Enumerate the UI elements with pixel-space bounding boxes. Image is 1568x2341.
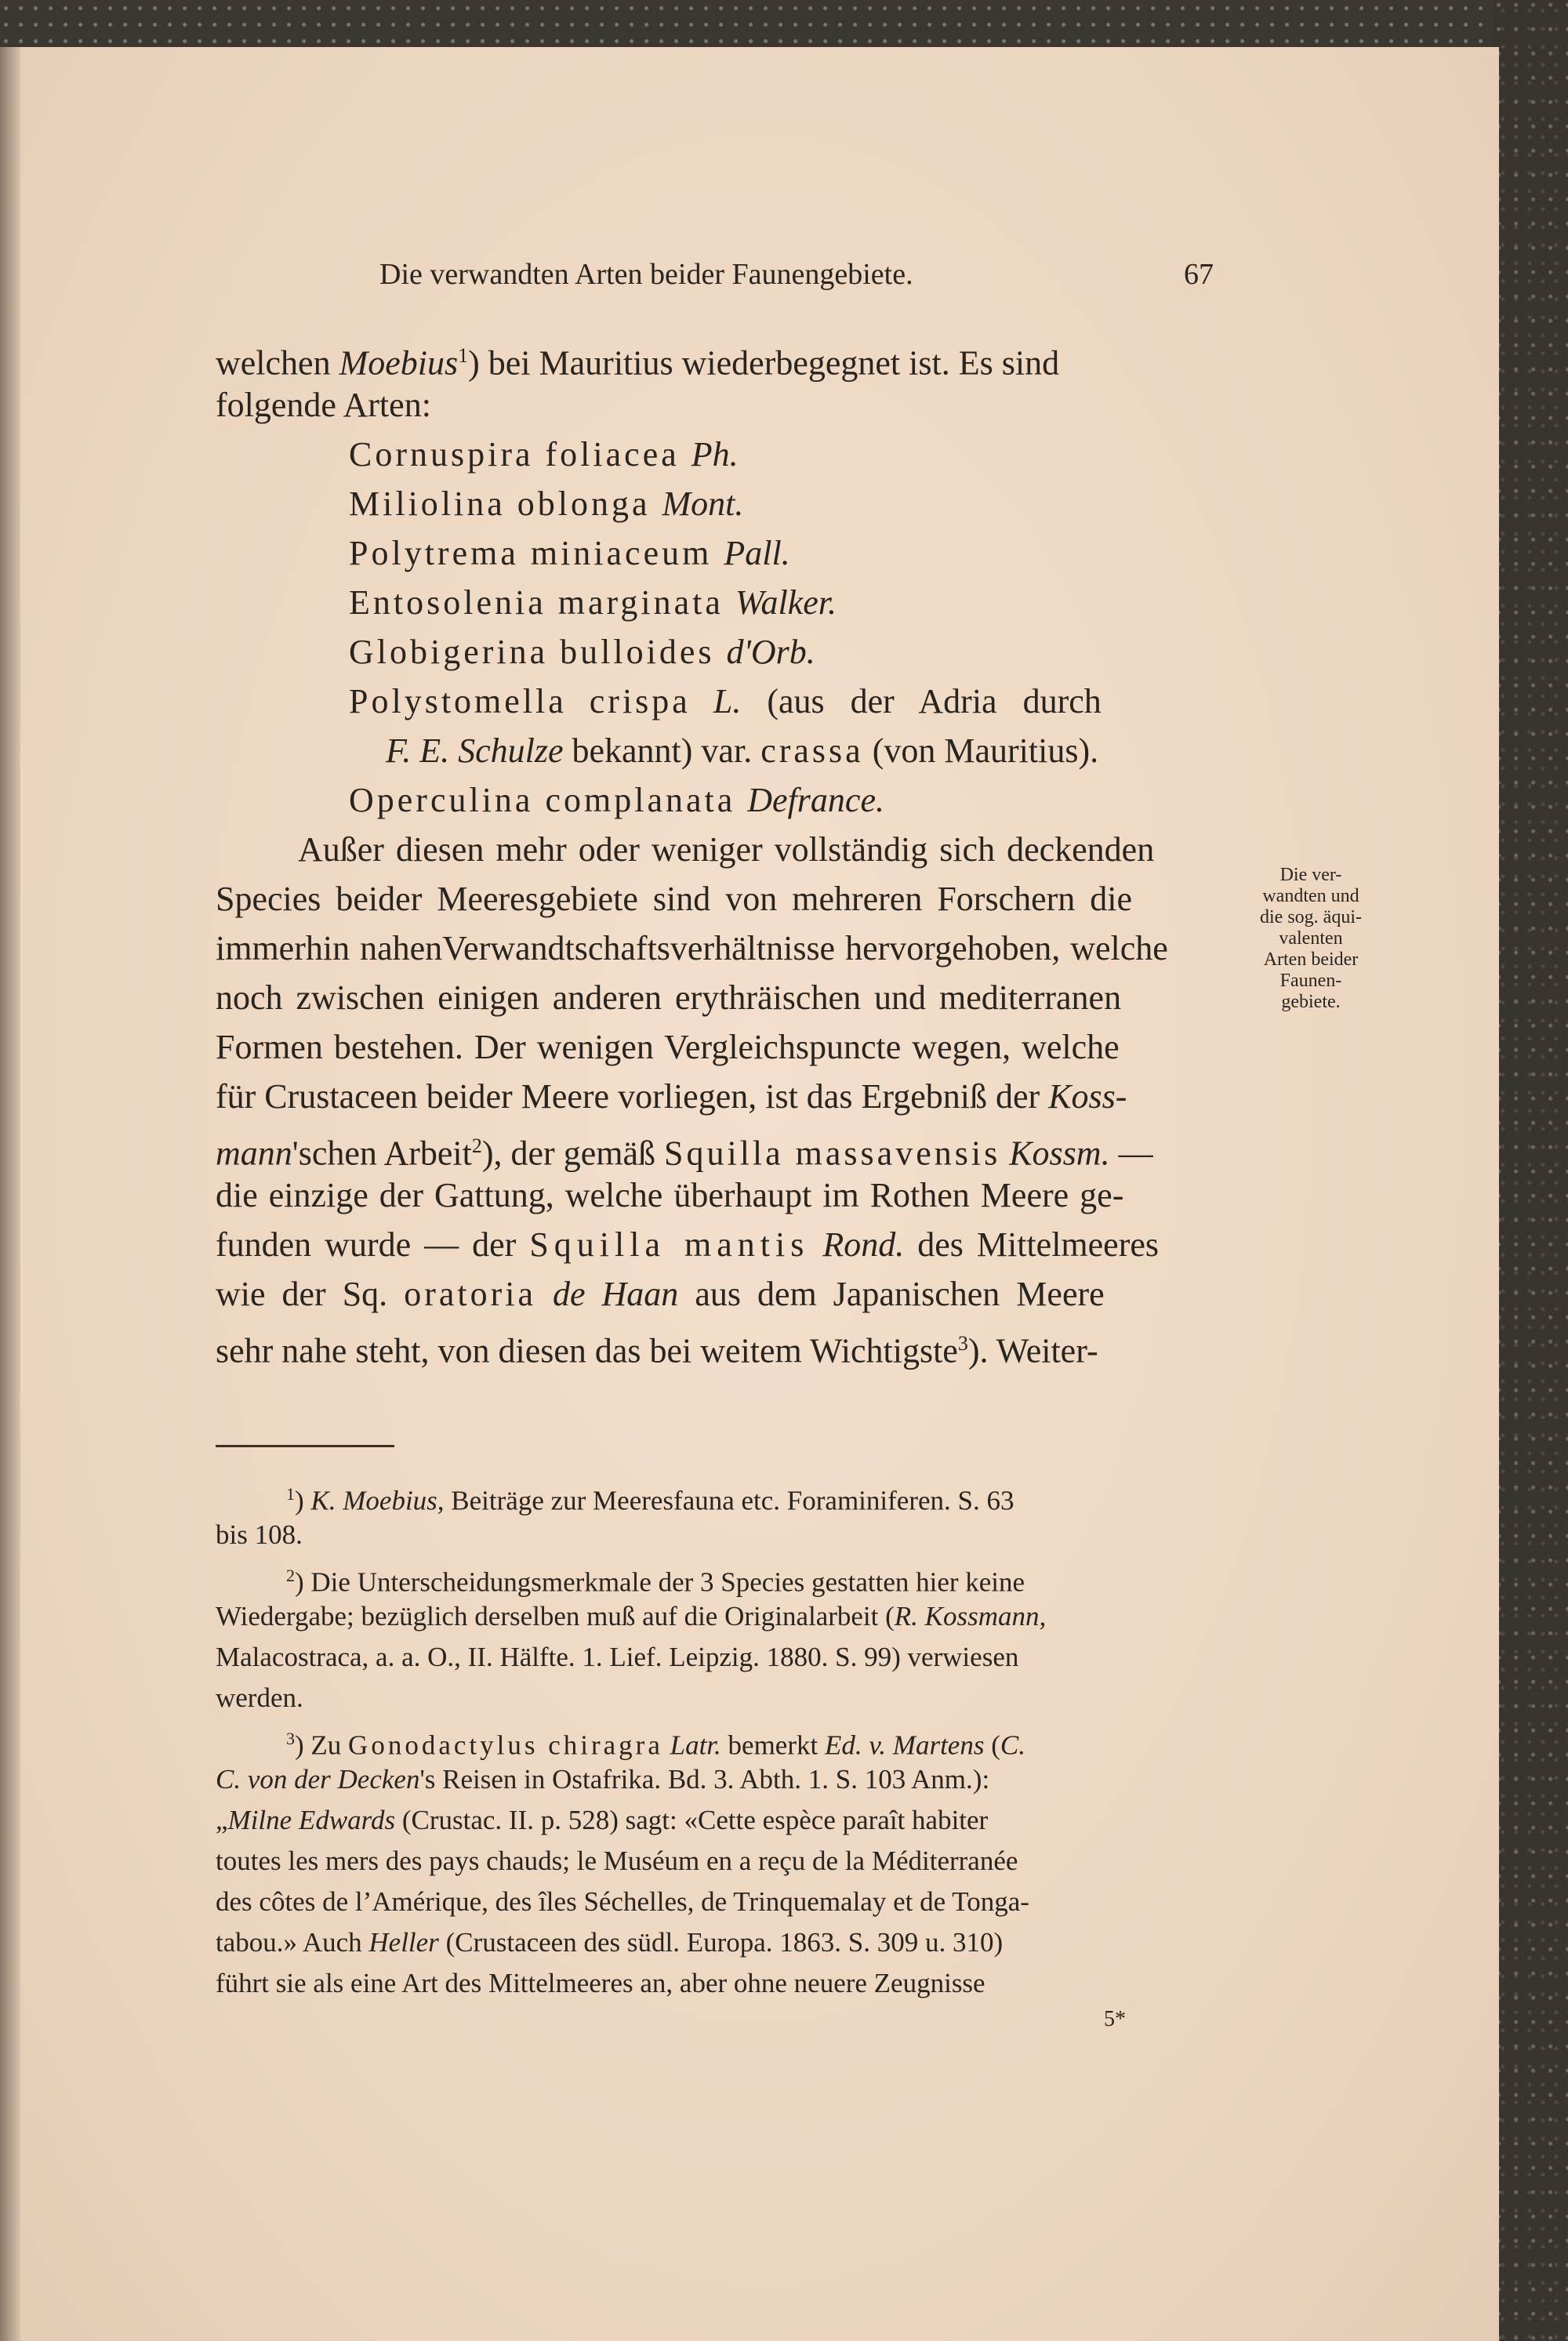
body-line-1: welchen Moebius$^1$) bei Mauritius wiederbegegnet ist. Es sind [216,343,1060,383]
footnote-3-cont: tabou.» Auch Heller (Crustaceen des südl. Europa. 1863. S. 309 u. 310) [216,1927,1004,1958]
page-number: 67 [1184,258,1214,291]
author-moebius: Moebius [339,343,459,383]
species-list-item: Entosolenia marginata Walker. [349,583,837,622]
paragraph-line: noch zwischen einigen anderen erythräischen und mediterranen [216,978,1122,1017]
footnote-2-cont: Malacostraca, a. a. O., II. Hälfte. 1. Lief. Leipzig. 1880. S. 99) verwiesen [216,1642,1019,1672]
book-spine [1494,0,1568,2341]
footnote-3-cont: toutes les mers des pays chauds; le Muséum en a reçu de la Méditerranée [216,1846,1018,1876]
footnote-3-cont: C. von der Decken's Reisen in Ostafrika. Bd. 3. Abth. 1. S. 103 Anm.): [216,1764,990,1795]
species-list-item: Cornuspira foliacea Ph. [349,435,739,474]
footnote-rule [216,1445,394,1447]
page-left-edge [0,47,20,2341]
paragraph-line: die einzige der Gattung, welche überhaupt im Rothen Meere ge- [216,1176,1124,1214]
running-title: Die verwandten Arten beider Faunengebiete. [379,258,913,291]
species-list-item: Operculina complanata Defrance. [349,781,884,819]
footnote-2: $^2$) Die Unterscheidungsmerkmale der 3 Species gestatten hier keine [286,1566,1025,1598]
footnote-3: $^3$) Zu Gonodactylus chiragra Latr. bemerkt Ed. v. Martens (C. [286,1729,1025,1761]
signature-mark: 5* [1104,2007,1126,2031]
species-list-item: Miliolina oblonga Mont. [349,485,744,523]
paragraph-line: für Crustaceen beider Meere vorliegen, ist das Ergebniß der Koss- [216,1077,1127,1116]
paragraph-line: Formen bestehen. Der wenigen Vergleichspuncte wegen, welche [216,1028,1120,1066]
marginal-note: Die ver- wandten und die sog. äqui- valenten Arten beider Faunen- gebiete. [1260,865,1362,1012]
paragraph-line: immerhin nahenVerwandtschaftsverhältnisse hervorgehoben, welche [216,929,1168,967]
footnote-1-cont: bis 108. [216,1519,303,1550]
footnote-3-cont: „Milne Edwards (Crustac. II. p. 528) sagt: «Cette espèce paraît habiter [216,1805,989,1835]
species-list-item: Polytrema miniaceum Pall. [349,534,790,572]
paragraph-line: funden wurde — der Squilla mantis Rond. des Mittelmeeres [216,1225,1160,1264]
body-line-2: folgende Arten: [216,386,431,424]
species-list-continuation: F. E. Schulze bekannt) var. crassa (von Mauritius). [386,731,1099,770]
paragraph-line: Species beider Meeresgebiete sind von mehreren Forschern die [216,880,1133,918]
species-list-item: Globigerina bulloides d'Orb. [349,633,815,671]
footnote-1: $^1$) K. Moebius, Beiträge zur Meeresfauna etc. Foraminiferen. S. 63 [286,1484,1014,1516]
footnote-2-cont: werden. [216,1682,303,1713]
paragraph-line: sehr nahe steht, von diesen das bei weitem Wichtigste$^3$). Weiter- [216,1331,1098,1370]
footnote-3-cont: des côtes de l’Amérique, des îles Séchelles, de Trinquemalay et de Tonga- [216,1886,1029,1917]
species-list-item: Polystomella crispa L. (aus der Adria durch [349,682,1102,720]
paragraph-line: Außer diesen mehr oder weniger vollständig sich deckenden [298,830,1155,869]
footnote-3-cont: führt sie als eine Art des Mittelmeeres an, aber ohne neuere Zeugnisse [216,1968,985,1998]
paragraph-line: mann'schen Arbeit$^2$), der gemäß Squilla massavensis Kossm. — [216,1134,1153,1173]
paragraph-line: wie der Sq. oratoria de Haan aus dem Japanischen Meere [216,1275,1105,1313]
footnote-2-cont: Wiedergabe; bezüglich derselben muß auf die Originalarbeit (R. Kossmann, [216,1601,1047,1631]
